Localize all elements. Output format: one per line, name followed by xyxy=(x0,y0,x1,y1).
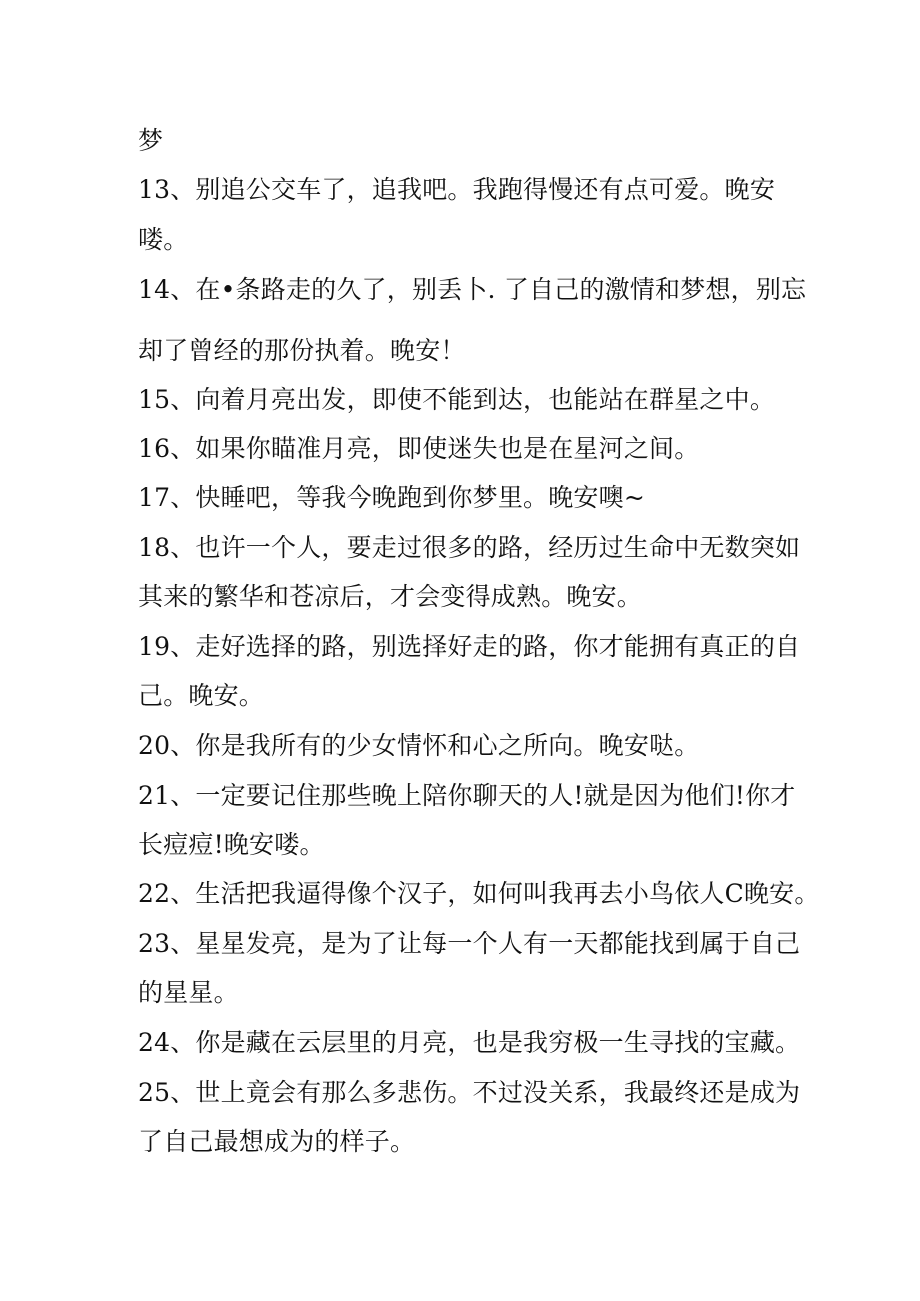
text-line: 其来的繁华和苍凉后，才会变得成熟。晚安。 xyxy=(138,582,643,611)
text-line: 24、你是藏在云层里的月亮，也是我穷极一生寻找的宝藏。 xyxy=(138,1028,801,1057)
text-line: 16、如果你瞄准月亮，即使迷失也是在星河之间。 xyxy=(138,434,700,463)
text-line: 却了曾经的那份执着。晚安！ xyxy=(138,336,466,365)
text-line: 14、在•条路走的久了，别丢卜. 了自己的激情和梦想，别忘 xyxy=(138,275,807,304)
text-line: 长痘痘!晚安喽。 xyxy=(138,830,325,859)
text-line: 喽。 xyxy=(138,225,189,254)
text-line: 了自己最想成为的样子。 xyxy=(138,1127,416,1156)
text-line: 15、向着月亮出发，即使不能到达，也能站在群星之中。 xyxy=(138,385,776,414)
text-line: 梦 xyxy=(138,126,164,155)
text-line: 18、也许一个人，要走过很多的路，经历过生命中无数突如 xyxy=(138,533,801,562)
text-line: 17、快睡吧，等我今晚跑到你梦里。晚安噢~ xyxy=(138,483,645,512)
text-line: 22、生活把我逼得像个汉子，如何叫我再去小鸟依人C晚安。 xyxy=(138,879,820,908)
text-line: 21、一定要记住那些晚上陪你聊天的人!就是因为他们!你才 xyxy=(138,781,796,810)
text-line: 19、走好选择的路，别选择好走的路，你才能拥有真正的自 xyxy=(138,632,801,661)
text-line: 的星星。 xyxy=(138,978,239,1007)
text-line: 25、世上竟会有那么多悲伤。不过没关系，我最终还是成为 xyxy=(138,1078,801,1107)
text-line: 己。晚安。 xyxy=(138,681,265,710)
text-line: 20、你是我所有的少女情怀和心之所向。晚安哒。 xyxy=(138,731,700,760)
text-line: 13、别追公交车了，追我吧。我跑得慢还有点可爱。晚安 xyxy=(138,175,776,204)
text-line: 23、星星发亮，是为了让每一个人有一天都能找到属于自己 xyxy=(138,929,801,958)
